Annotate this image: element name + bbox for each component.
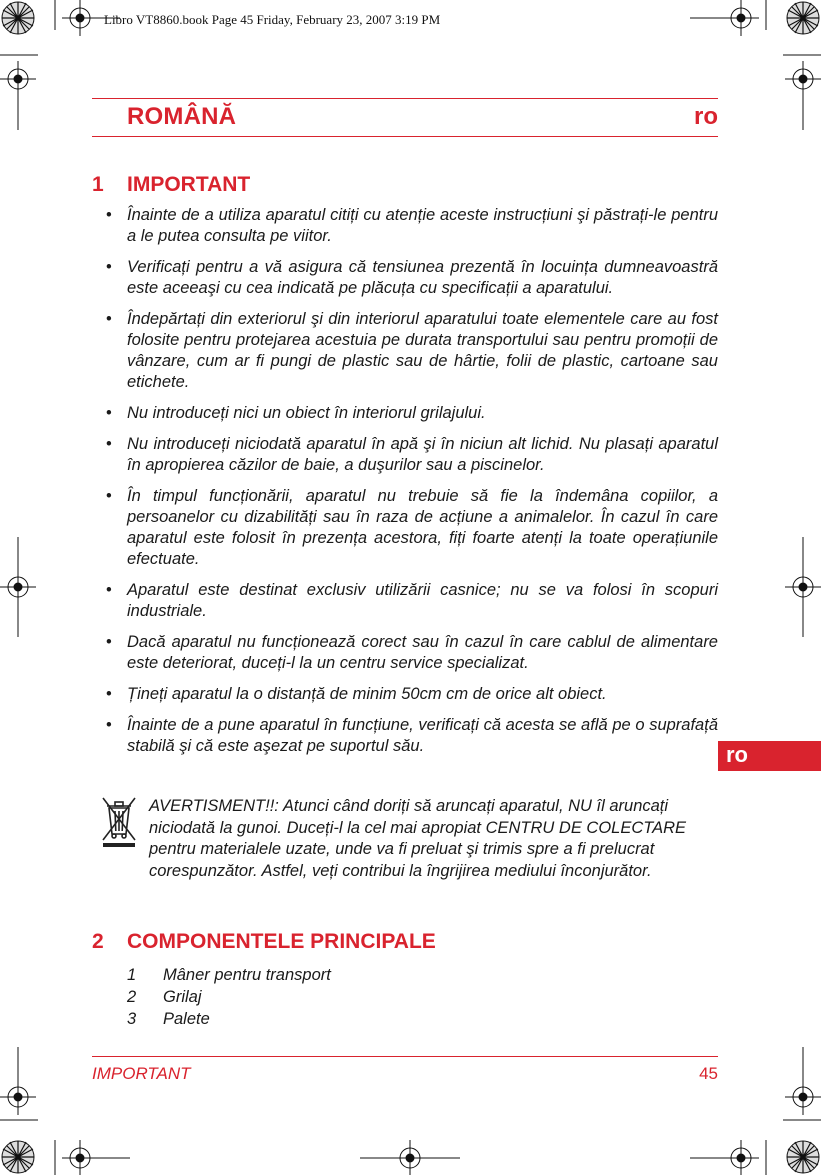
bullet-icon: • xyxy=(106,685,112,703)
crosshair-icon xyxy=(0,61,36,97)
page-number: 45 xyxy=(699,1064,718,1083)
disposal-warning: AVERTISMENT!!: Atunci când doriți să aruncați aparatul, NU îl aruncați niciodată la gunoi. Duceți-l la cel mai apropiat CENTRU DE COLECTARE pentru materialele uzate, unde va fi preluat şi trimis spre a fi prelucrat corespunzător. Astfel, veți contribui la îngrijirea mediului înconjurător. xyxy=(149,797,687,880)
list-item: • În timpul funcționării, aparatul nu trebuie să fie la îndemâna copiilor, a persoanelor cu dizabilități sau în raza de acțiune a animalelor. În cazul în care aparatul este folosit în prezența acestora, fiți foarte atenți la toate operațiunile efectuate. xyxy=(106,487,718,568)
list-item: 2 Grilaj xyxy=(127,988,202,1006)
list-item: • Înainte de a utiliza aparatul citiți cu atenție aceste instrucțiuni şi păstrați-le pentru a le putea consulta pe viitor. xyxy=(106,206,718,245)
footer-section-label: IMPORTANT xyxy=(92,1064,191,1083)
crosshair-icon xyxy=(785,569,821,605)
crosshair-icon xyxy=(723,1140,759,1175)
print-header: Libro VT8860.book Page 45 Friday, February 23, 2007 3:19 PM xyxy=(104,12,441,27)
bullet-icon: • xyxy=(106,581,112,599)
bullet-icon: • xyxy=(106,633,112,651)
crosshair-icon xyxy=(62,1140,98,1175)
section-1-title: IMPORTANT xyxy=(127,173,251,196)
bullet-icon: • xyxy=(106,258,112,276)
section-2-number: 2 xyxy=(92,930,104,953)
list-item: • Nu introduceți nici un obiect în interiorul grilajului. xyxy=(106,404,486,422)
bullet-icon: • xyxy=(106,716,112,734)
list-item: • Aparatul este destinat exclusiv utilizării casnice; nu se va folosi în scopuri industriale. xyxy=(106,581,718,620)
bullet-icon: • xyxy=(106,487,112,505)
language-title: ROMÂNĂ xyxy=(127,103,237,130)
registration-wheel-icon xyxy=(787,2,819,34)
list-item: 1 Mâner pentru transport xyxy=(127,966,331,984)
list-item: • Dacă aparatul nu funcționează corect sau în cazul în care cablul de alimentare este deteriorat, duceți-l la un centru service specializat. xyxy=(106,633,718,672)
list-item: • Îndepărtați din exteriorul şi din interiorul aparatului toate elementele care au fost folosite pentru protejarea acestuia pe durata transportului sau pentru promoții de vânzare, cum ar fi pungi de plastic sau de hârtie, folii de plastic, cartoane sau etichete. xyxy=(106,310,718,391)
language-side-tab: ro xyxy=(718,741,821,771)
list-item: • Țineți aparatul la o distanță de minim 50cm cm de orice alt obiect. xyxy=(106,685,607,703)
bullet-icon: • xyxy=(106,404,112,422)
crosshair-icon xyxy=(0,1079,36,1115)
crosshair-icon xyxy=(62,0,98,36)
crosshair-icon xyxy=(785,61,821,97)
crosshair-icon xyxy=(723,0,759,36)
list-item: 3 Palete xyxy=(127,1010,210,1028)
registration-wheel-icon xyxy=(787,1141,819,1173)
crosshair-icon xyxy=(392,1140,428,1175)
crosshair-icon xyxy=(0,569,36,605)
registration-wheel-icon xyxy=(2,1141,34,1173)
language-code: ro xyxy=(694,103,718,130)
list-item: • Nu introduceți niciodată aparatul în apă şi în niciun alt lichid. Nu plasați aparatul în apropierea căzilor de baie, a duşurilor sau a piscinelor. xyxy=(106,435,718,474)
section-1-number: 1 xyxy=(92,173,104,196)
crosshair-icon xyxy=(785,1079,821,1115)
registration-wheel-icon xyxy=(2,2,34,34)
bullet-icon: • xyxy=(106,435,112,453)
bullet-icon: • xyxy=(106,310,112,328)
bullet-icon: • xyxy=(106,206,112,224)
list-item: • Înainte de a pune aparatul în funcțiune, verificați că acesta se află pe o suprafață stabilă şi că este aşezat pe suportul său. xyxy=(106,716,718,755)
section-2-title: COMPONENTELE PRINCIPALE xyxy=(127,930,436,953)
list-item: • Verificați pentru a vă asigura că tensiunea prezentă în locuința dumneavoastră este aceeaşi cu cea indicată pe plăcuța cu specificații a aparatului. xyxy=(106,258,718,297)
